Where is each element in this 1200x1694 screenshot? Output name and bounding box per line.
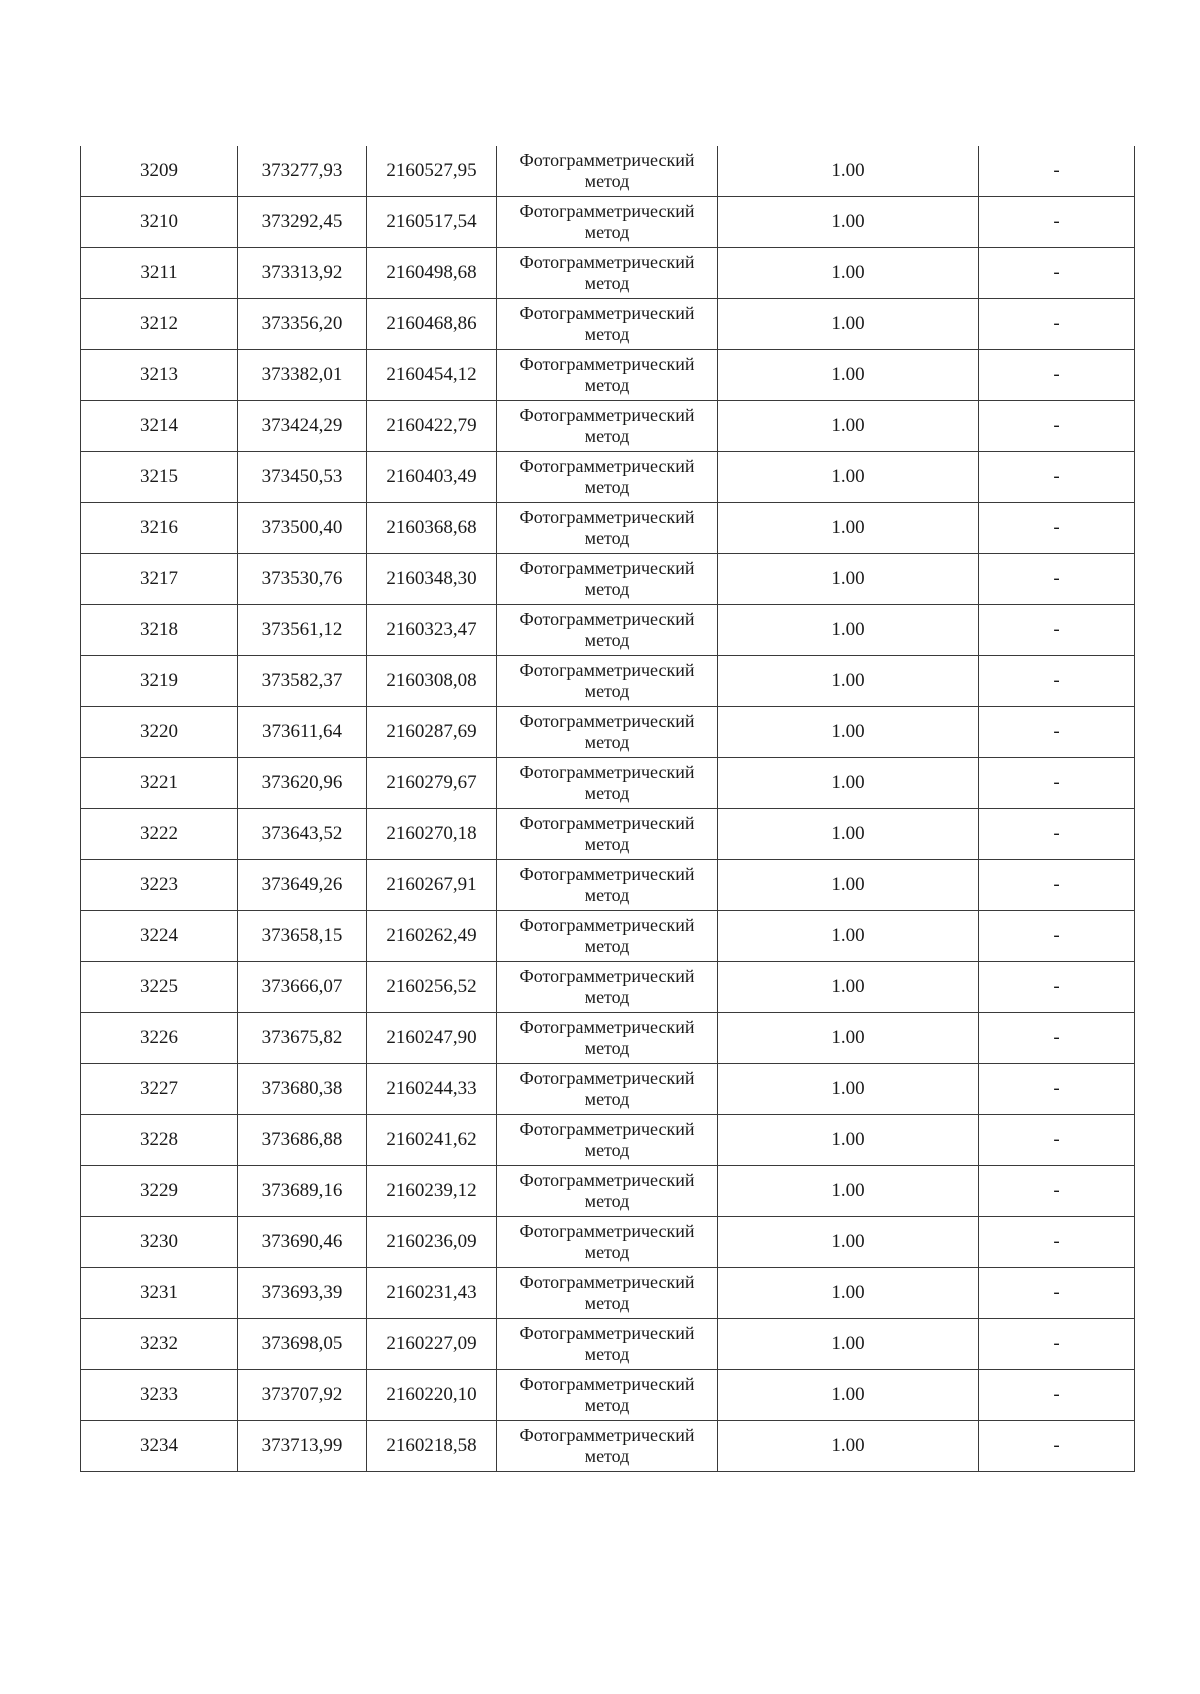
- accuracy-cell: 1.00: [718, 146, 979, 197]
- table-row: [81, 707, 1135, 758]
- method-text-line-1: Фотограмметрический: [519, 1323, 695, 1343]
- note-cell: -: [979, 452, 1135, 503]
- table-row: [81, 1064, 1135, 1115]
- y-coordinate-cell: 2160239,12: [367, 1166, 497, 1217]
- x-coordinate-cell: 373313,92: [238, 248, 367, 299]
- method-cell: [497, 758, 718, 809]
- accuracy-cell: 1.00: [718, 707, 979, 758]
- point-number-cell: 3225: [81, 962, 238, 1013]
- method-text-line-2: метод: [584, 426, 630, 446]
- x-coordinate-cell: 373530,76: [238, 554, 367, 605]
- method-text-line-2: метод: [584, 1038, 630, 1058]
- x-coordinate-cell: 373620,96: [238, 758, 367, 809]
- point-number-cell: 3214: [81, 401, 238, 452]
- note-cell: -: [979, 146, 1135, 197]
- y-coordinate-cell: 2160498,68: [367, 248, 497, 299]
- point-number-cell: 3234: [81, 1421, 238, 1472]
- y-coordinate-cell: 2160422,79: [367, 401, 497, 452]
- note-cell: -: [979, 1217, 1135, 1268]
- method-text-line-1: Фотограмметрический: [519, 150, 695, 170]
- accuracy-cell: 1.00: [718, 860, 979, 911]
- table-row: [81, 503, 1135, 554]
- method-cell: [497, 1421, 718, 1472]
- method-text-line-1: Фотограмметрический: [519, 609, 695, 629]
- table-row: [81, 401, 1135, 452]
- y-coordinate-cell: 2160454,12: [367, 350, 497, 401]
- method-text-line-2: метод: [584, 222, 630, 242]
- note-cell: -: [979, 1064, 1135, 1115]
- accuracy-cell: 1.00: [718, 1319, 979, 1370]
- x-coordinate-cell: 373686,88: [238, 1115, 367, 1166]
- point-number-cell: 3210: [81, 197, 238, 248]
- note-cell: -: [979, 1166, 1135, 1217]
- method-text-line-2: метод: [584, 477, 630, 497]
- method-cell: [497, 911, 718, 962]
- method-text-line-2: метод: [584, 783, 630, 803]
- method-text-line-1: Фотограмметрический: [519, 456, 695, 476]
- point-number-cell: 3222: [81, 809, 238, 860]
- method-text-line-1: Фотограмметрический: [519, 1425, 695, 1445]
- method-text-line-2: метод: [584, 1089, 630, 1109]
- x-coordinate-cell: 373582,37: [238, 656, 367, 707]
- point-number-cell: 3223: [81, 860, 238, 911]
- x-coordinate-cell: 373675,82: [238, 1013, 367, 1064]
- x-coordinate-cell: 373680,38: [238, 1064, 367, 1115]
- point-number-cell: 3233: [81, 1370, 238, 1421]
- method-cell: [497, 146, 718, 197]
- coordinates-table: [80, 146, 1135, 1472]
- table-row: [81, 1268, 1135, 1319]
- x-coordinate-cell: 373450,53: [238, 452, 367, 503]
- note-cell: -: [979, 350, 1135, 401]
- method-cell: [497, 1013, 718, 1064]
- method-cell: [497, 401, 718, 452]
- note-cell: -: [979, 656, 1135, 707]
- method-text-line-1: Фотограмметрический: [519, 813, 695, 833]
- table-row: [81, 758, 1135, 809]
- method-text-line-1: Фотограмметрический: [519, 660, 695, 680]
- method-text-line-1: Фотограмметрический: [519, 354, 695, 374]
- table-row: [81, 860, 1135, 911]
- method-text-line-2: метод: [584, 630, 630, 650]
- note-cell: -: [979, 707, 1135, 758]
- method-text-line-2: метод: [584, 936, 630, 956]
- x-coordinate-cell: 373690,46: [238, 1217, 367, 1268]
- method-text-line-2: метод: [584, 1242, 630, 1262]
- method-text-line-2: метод: [584, 1446, 630, 1466]
- point-number-cell: 3232: [81, 1319, 238, 1370]
- accuracy-cell: 1.00: [718, 503, 979, 554]
- note-cell: -: [979, 554, 1135, 605]
- method-cell: [497, 1217, 718, 1268]
- method-text-line-2: метод: [584, 579, 630, 599]
- x-coordinate-cell: 373658,15: [238, 911, 367, 962]
- method-text-line-1: Фотограмметрический: [519, 303, 695, 323]
- table-row: [81, 1370, 1135, 1421]
- x-coordinate-cell: 373382,01: [238, 350, 367, 401]
- y-coordinate-cell: 2160262,49: [367, 911, 497, 962]
- y-coordinate-cell: 2160368,68: [367, 503, 497, 554]
- y-coordinate-cell: 2160218,58: [367, 1421, 497, 1472]
- coordinates-table-body: [81, 146, 1135, 1472]
- accuracy-cell: 1.00: [718, 299, 979, 350]
- point-number-cell: 3231: [81, 1268, 238, 1319]
- note-cell: -: [979, 401, 1135, 452]
- accuracy-cell: 1.00: [718, 1268, 979, 1319]
- method-text-line-2: метод: [584, 171, 630, 191]
- method-cell: [497, 605, 718, 656]
- accuracy-cell: 1.00: [718, 656, 979, 707]
- y-coordinate-cell: 2160270,18: [367, 809, 497, 860]
- accuracy-cell: 1.00: [718, 248, 979, 299]
- accuracy-cell: 1.00: [718, 1166, 979, 1217]
- point-number-cell: 3217: [81, 554, 238, 605]
- table-row: [81, 962, 1135, 1013]
- method-text-line-1: Фотограмметрический: [519, 864, 695, 884]
- method-text-line-1: Фотограмметрический: [519, 558, 695, 578]
- point-number-cell: 3229: [81, 1166, 238, 1217]
- point-number-cell: 3224: [81, 911, 238, 962]
- point-number-cell: 3215: [81, 452, 238, 503]
- accuracy-cell: 1.00: [718, 350, 979, 401]
- method-text-line-2: метод: [584, 375, 630, 395]
- table-row: [81, 1319, 1135, 1370]
- method-cell: [497, 1064, 718, 1115]
- note-cell: -: [979, 197, 1135, 248]
- table-row: [81, 1115, 1135, 1166]
- point-number-cell: 3220: [81, 707, 238, 758]
- point-number-cell: 3230: [81, 1217, 238, 1268]
- method-cell: [497, 248, 718, 299]
- y-coordinate-cell: 2160287,69: [367, 707, 497, 758]
- point-number-cell: 3216: [81, 503, 238, 554]
- table-row: [81, 299, 1135, 350]
- method-text-line-1: Фотограмметрический: [519, 252, 695, 272]
- point-number-cell: 3226: [81, 1013, 238, 1064]
- method-text-line-2: метод: [584, 1395, 630, 1415]
- method-text-line-1: Фотограмметрический: [519, 1068, 695, 1088]
- accuracy-cell: 1.00: [718, 809, 979, 860]
- table-row: [81, 350, 1135, 401]
- note-cell: -: [979, 605, 1135, 656]
- accuracy-cell: 1.00: [718, 1370, 979, 1421]
- x-coordinate-cell: 373707,92: [238, 1370, 367, 1421]
- method-cell: [497, 452, 718, 503]
- table-row: [81, 248, 1135, 299]
- accuracy-cell: 1.00: [718, 452, 979, 503]
- point-number-cell: 3227: [81, 1064, 238, 1115]
- accuracy-cell: 1.00: [718, 1217, 979, 1268]
- point-number-cell: 3213: [81, 350, 238, 401]
- point-number-cell: 3211: [81, 248, 238, 299]
- x-coordinate-cell: 373698,05: [238, 1319, 367, 1370]
- note-cell: -: [979, 962, 1135, 1013]
- point-number-cell: 3221: [81, 758, 238, 809]
- x-coordinate-cell: 373666,07: [238, 962, 367, 1013]
- method-text-line-2: метод: [584, 732, 630, 752]
- note-cell: -: [979, 911, 1135, 962]
- method-text-line-1: Фотограмметрический: [519, 1119, 695, 1139]
- method-cell: [497, 707, 718, 758]
- method-text-line-2: метод: [584, 885, 630, 905]
- y-coordinate-cell: 2160517,54: [367, 197, 497, 248]
- method-text-line-2: метод: [584, 987, 630, 1007]
- note-cell: -: [979, 860, 1135, 911]
- x-coordinate-cell: 373424,29: [238, 401, 367, 452]
- y-coordinate-cell: 2160527,95: [367, 146, 497, 197]
- method-cell: [497, 1115, 718, 1166]
- y-coordinate-cell: 2160403,49: [367, 452, 497, 503]
- note-cell: -: [979, 503, 1135, 554]
- y-coordinate-cell: 2160231,43: [367, 1268, 497, 1319]
- method-text-line-1: Фотограмметрический: [519, 1221, 695, 1241]
- note-cell: -: [979, 758, 1135, 809]
- accuracy-cell: 1.00: [718, 1013, 979, 1064]
- table-row: [81, 1013, 1135, 1064]
- y-coordinate-cell: 2160247,90: [367, 1013, 497, 1064]
- method-text-line-1: Фотограмметрический: [519, 1017, 695, 1037]
- note-cell: -: [979, 809, 1135, 860]
- method-cell: [497, 809, 718, 860]
- y-coordinate-cell: 2160227,09: [367, 1319, 497, 1370]
- method-text-line-1: Фотограмметрический: [519, 711, 695, 731]
- method-cell: [497, 656, 718, 707]
- table-row: [81, 452, 1135, 503]
- method-cell: [497, 197, 718, 248]
- method-text-line-2: метод: [584, 1344, 630, 1364]
- table-row: [81, 554, 1135, 605]
- accuracy-cell: 1.00: [718, 401, 979, 452]
- x-coordinate-cell: 373356,20: [238, 299, 367, 350]
- table-row: [81, 1421, 1135, 1472]
- method-text-line-2: метод: [584, 681, 630, 701]
- method-text-line-1: Фотограмметрический: [519, 966, 695, 986]
- x-coordinate-cell: 373643,52: [238, 809, 367, 860]
- note-cell: -: [979, 299, 1135, 350]
- table-row: [81, 146, 1135, 197]
- table-row: [81, 1217, 1135, 1268]
- y-coordinate-cell: 2160348,30: [367, 554, 497, 605]
- x-coordinate-cell: 373277,93: [238, 146, 367, 197]
- point-number-cell: 3218: [81, 605, 238, 656]
- method-text-line-1: Фотограмметрический: [519, 507, 695, 527]
- method-text-line-2: метод: [584, 324, 630, 344]
- x-coordinate-cell: 373649,26: [238, 860, 367, 911]
- y-coordinate-cell: 2160279,67: [367, 758, 497, 809]
- y-coordinate-cell: 2160323,47: [367, 605, 497, 656]
- table-row: [81, 1166, 1135, 1217]
- method-text-line-2: метод: [584, 1293, 630, 1313]
- accuracy-cell: 1.00: [718, 554, 979, 605]
- method-cell: [497, 962, 718, 1013]
- x-coordinate-cell: 373693,39: [238, 1268, 367, 1319]
- y-coordinate-cell: 2160220,10: [367, 1370, 497, 1421]
- method-cell: [497, 299, 718, 350]
- x-coordinate-cell: 373689,16: [238, 1166, 367, 1217]
- method-cell: [497, 1370, 718, 1421]
- table-row: [81, 197, 1135, 248]
- method-text-line-1: Фотограмметрический: [519, 762, 695, 782]
- table-row: [81, 605, 1135, 656]
- method-text-line-1: Фотограмметрический: [519, 405, 695, 425]
- method-text-line-1: Фотограмметрический: [519, 915, 695, 935]
- method-cell: [497, 350, 718, 401]
- point-number-cell: 3228: [81, 1115, 238, 1166]
- note-cell: -: [979, 1013, 1135, 1064]
- y-coordinate-cell: 2160468,86: [367, 299, 497, 350]
- x-coordinate-cell: 373561,12: [238, 605, 367, 656]
- accuracy-cell: 1.00: [718, 911, 979, 962]
- y-coordinate-cell: 2160256,52: [367, 962, 497, 1013]
- accuracy-cell: 1.00: [718, 758, 979, 809]
- y-coordinate-cell: 2160267,91: [367, 860, 497, 911]
- note-cell: -: [979, 1115, 1135, 1166]
- table-row: [81, 656, 1135, 707]
- table-row: [81, 809, 1135, 860]
- y-coordinate-cell: 2160236,09: [367, 1217, 497, 1268]
- accuracy-cell: 1.00: [718, 1421, 979, 1472]
- note-cell: -: [979, 248, 1135, 299]
- method-cell: [497, 1166, 718, 1217]
- accuracy-cell: 1.00: [718, 197, 979, 248]
- x-coordinate-cell: 373611,64: [238, 707, 367, 758]
- method-text-line-2: метод: [584, 273, 630, 293]
- x-coordinate-cell: 373292,45: [238, 197, 367, 248]
- method-text-line-1: Фотограмметрический: [519, 1272, 695, 1292]
- y-coordinate-cell: 2160241,62: [367, 1115, 497, 1166]
- point-number-cell: 3209: [81, 146, 238, 197]
- table-row: [81, 911, 1135, 962]
- note-cell: -: [979, 1268, 1135, 1319]
- method-cell: [497, 1319, 718, 1370]
- point-number-cell: 3219: [81, 656, 238, 707]
- method-text-line-1: Фотограмметрический: [519, 201, 695, 221]
- method-text-line-2: метод: [584, 528, 630, 548]
- x-coordinate-cell: 373713,99: [238, 1421, 367, 1472]
- method-text-line-2: метод: [584, 1191, 630, 1211]
- accuracy-cell: 1.00: [718, 1115, 979, 1166]
- x-coordinate-cell: 373500,40: [238, 503, 367, 554]
- y-coordinate-cell: 2160244,33: [367, 1064, 497, 1115]
- method-text-line-1: Фотограмметрический: [519, 1170, 695, 1190]
- note-cell: -: [979, 1421, 1135, 1472]
- note-cell: -: [979, 1370, 1135, 1421]
- method-cell: [497, 503, 718, 554]
- method-text-line-1: Фотограмметрический: [519, 1374, 695, 1394]
- note-cell: -: [979, 1319, 1135, 1370]
- method-cell: [497, 860, 718, 911]
- method-text-line-2: метод: [584, 834, 630, 854]
- accuracy-cell: 1.00: [718, 962, 979, 1013]
- method-cell: [497, 554, 718, 605]
- y-coordinate-cell: 2160308,08: [367, 656, 497, 707]
- accuracy-cell: 1.00: [718, 605, 979, 656]
- method-text-line-2: метод: [584, 1140, 630, 1160]
- point-number-cell: 3212: [81, 299, 238, 350]
- accuracy-cell: 1.00: [718, 1064, 979, 1115]
- method-cell: [497, 1268, 718, 1319]
